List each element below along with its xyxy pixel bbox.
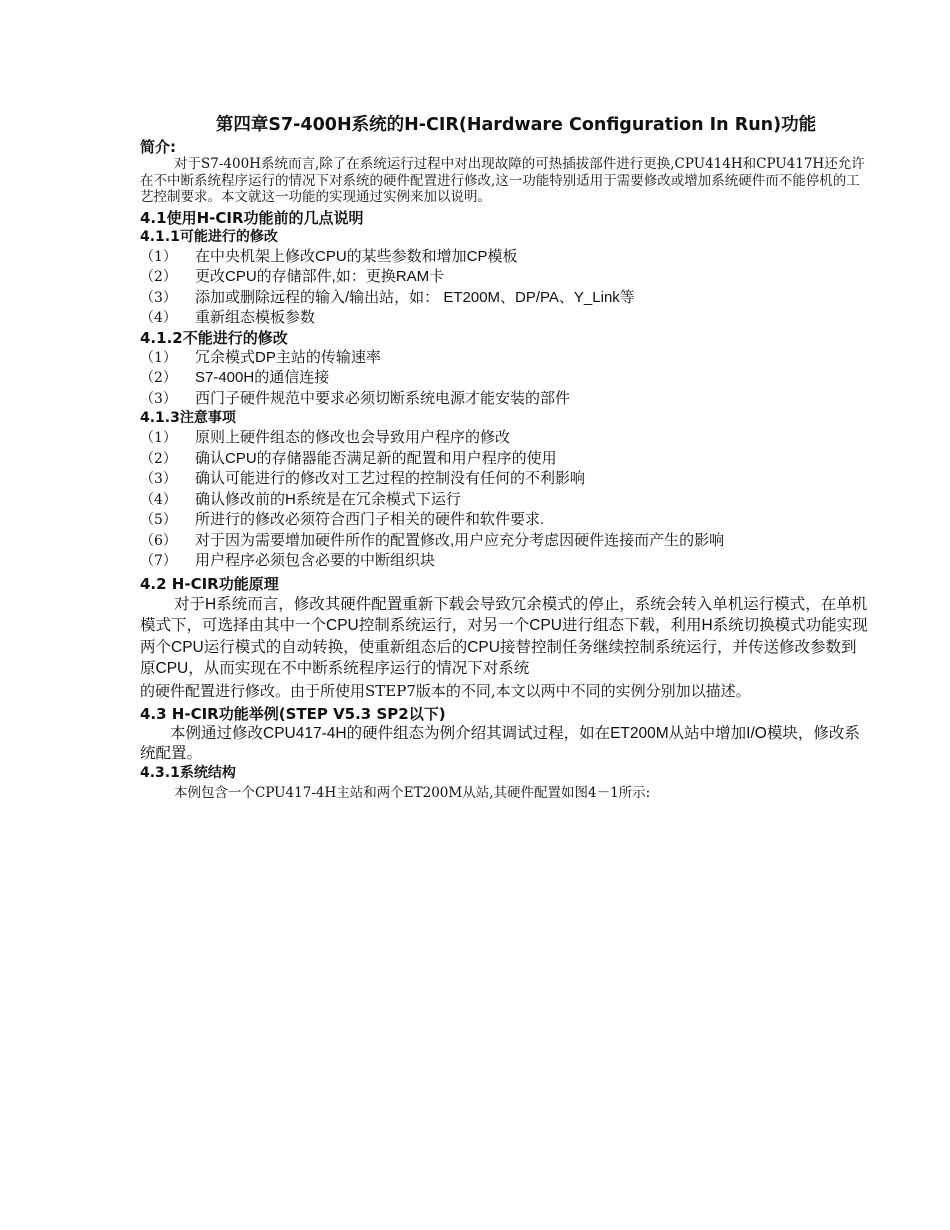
section-4-1-2-heading: 4.1.2不能进行的修改	[140, 328, 288, 347]
list-item	[140, 348, 870, 369]
list-number: （3）	[140, 471, 177, 487]
list-item	[140, 368, 870, 389]
list-number: （3）	[140, 390, 177, 407]
list-text: 所进行的修改必须符合西门子相关的硬件和软件要求.	[195, 511, 545, 528]
list-text: S7-400H的通信连接	[195, 369, 330, 386]
list-item	[140, 308, 870, 329]
intro-heading: 简介:	[140, 138, 176, 156]
list-item	[140, 428, 870, 449]
list-text: 更改CPU的存储部件,如：更换RAM卡	[195, 268, 445, 285]
list-item	[140, 469, 870, 490]
list-number: （1）	[140, 248, 177, 265]
list-number: （2）	[140, 269, 177, 285]
example-paragraph: 本例通过修改CPU417-4H的硬件组态为例介绍其调试过程，如在ET200M从站中增加I/O模块，修改系统配置。	[140, 724, 860, 762]
list-text: 重新组态模板参数	[195, 309, 316, 326]
list-text: 添加或删除远程的输入/输出站，如： ET200M、DP/PA、Y_Link等	[195, 288, 635, 306]
possible-changes-list	[140, 247, 870, 329]
list-text: 冗余模式DP主站的传输速率	[195, 348, 381, 366]
list-number: （4）	[140, 491, 177, 508]
system-structure-paragraph: 本例包含一个CPU417-4H主站和两个ET200M从站,其硬件配置如图4－1所示:	[174, 784, 651, 801]
section-4-2-heading: 4.2 H-CIR功能原理	[140, 574, 279, 593]
section-4-3-heading: 4.3 H-CIR功能举例(STEP V5.3 SP2以下)	[140, 704, 446, 723]
impossible-changes-list	[140, 348, 870, 410]
list-number: （4）	[140, 310, 177, 326]
list-text: 在中央机架上修改CPU的某些参数和增加CP模板	[195, 247, 518, 265]
section-4-1-3-heading: 4.1.3注意事项	[140, 410, 236, 426]
list-number: （1）	[140, 430, 177, 446]
list-text: 确认CPU的存储器能否满足新的配置和用户程序的使用	[195, 449, 557, 467]
list-item	[140, 267, 870, 288]
list-text: 确认修改前的H系统是在冗余模式下运行	[195, 490, 461, 508]
notes-list	[140, 428, 870, 572]
section-4-3-1-heading: 4.3.1系统结构	[140, 764, 236, 781]
list-number: （5）	[140, 512, 177, 528]
list-number: （7）	[140, 553, 177, 569]
list-text: 确认可能进行的修改对工艺过程的控制没有任何的不利影响	[195, 470, 586, 487]
list-number: （1）	[140, 349, 177, 366]
list-text: 西门子硬件规范中要求必须切断系统电源才能安装的部件	[195, 389, 571, 407]
list-text: 原则上硬件组态的修改也会导致用户程序的修改	[195, 429, 511, 446]
list-number: （2）	[140, 370, 177, 386]
principle-paragraph: 对于H系统而言，修改其硬件配置重新下载会导致冗余模式的停止，系统会转入单机运行模式，在单机模式下，可选择由其中一个CPU控制系统运行，对另一个CPU进行组态下载，利用H系统切换模式功能实现两个CPU运行模式的自动转换，使重新组态后的CPU接替控制任务继续控制系统运行，并传送修改参数到原CPU，从而实现在不中断系统程序运行的情况下对系统	[140, 595, 868, 677]
list-item	[140, 247, 870, 268]
document-page	[140, 112, 870, 803]
chapter-title: 第四章S7-400H系统的H-CIR(Hardware Configuration In Run)功能	[215, 115, 817, 135]
list-item	[140, 449, 870, 470]
intro-paragraph: 对于S7-400H系统而言,除了在系统运行过程中对出现故障的可热插拔部件进行更换,CPU414H和CPU417H还允许在不中断系统程序运行的情况下对系统的硬件配置进行修改,这一功能特别适用于需要修改或增加系统硬件而不能停机的工艺控制要求。本文就这一功能的实现通过实例来加以说明。	[140, 156, 865, 205]
section-4-1-heading: 4.1使用H-CIR功能前的几点说明	[140, 208, 364, 227]
list-number: （3）	[140, 289, 177, 306]
list-item	[140, 510, 870, 531]
list-item	[140, 551, 870, 572]
list-number: （2）	[140, 450, 177, 467]
list-text: 对于因为需要增加硬件所作的配置修改,用户应充分考虑因硬件连接而产生的影响	[195, 531, 725, 549]
list-item	[140, 288, 870, 309]
list-item	[140, 389, 870, 410]
list-item	[140, 490, 870, 511]
principle-paragraph-end: 的硬件配置进行修改。由于所使用STEP7版本的不同,本文以两中不同的实例分别加以描述。	[140, 681, 751, 700]
list-number: （6）	[140, 532, 177, 549]
section-4-1-1-heading: 4.1.1可能进行的修改	[140, 228, 278, 245]
list-item	[140, 531, 870, 552]
list-text: 用户程序必须包含必要的中断组织块	[195, 552, 436, 569]
